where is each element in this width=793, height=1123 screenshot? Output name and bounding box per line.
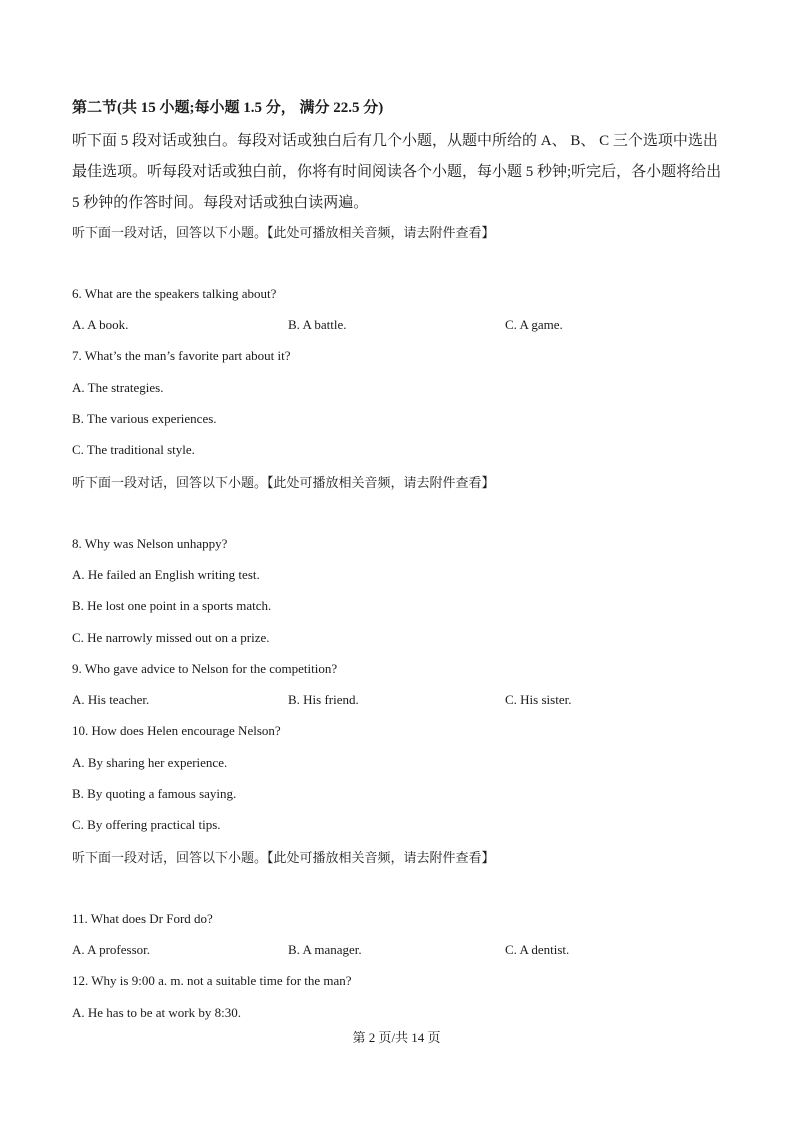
question-stem: 8. Why was Nelson unhappy? <box>72 536 228 551</box>
question-stem: 11. What does Dr Ford do? <box>72 911 213 926</box>
option-a: A. His teacher. <box>72 692 150 707</box>
option-c: C. A dentist. <box>505 942 570 957</box>
listening-instruction: 听下面一段对话，回答以下小题。【此处可播放相关音频，请去附件查看】 <box>72 475 495 490</box>
option-a: A. He has to be at work by 8:30. <box>72 1005 241 1020</box>
option-b: B. By quoting a famous saying. <box>72 786 237 801</box>
question-stem: 6. What are the speakers talking about? <box>72 286 277 301</box>
option-c: C. His sister. <box>505 692 572 707</box>
question-stem: 10. How does Helen encourage Nelson? <box>72 723 281 738</box>
listening-instruction: 听下面一段对话，回答以下小题。【此处可播放相关音频，请去附件查看】 <box>72 850 495 865</box>
option-a: A. By sharing her experience. <box>72 755 228 770</box>
question-stem: 7. What’s the man’s favorite part about it? <box>72 348 291 363</box>
listening-instruction: 听下面一段对话，回答以下小题。【此处可播放相关音频，请去附件查看】 <box>72 225 495 240</box>
section-title: 第二节(共 15 小题;每小题 1.5 分， 满分 22.5 分) <box>72 100 384 116</box>
option-b: B. His friend. <box>288 692 359 707</box>
option-b: B. The various experiences. <box>72 411 217 426</box>
option-a: A. The strategies. <box>72 380 164 395</box>
option-a: A. A professor. <box>72 942 150 957</box>
option-c: C. He narrowly missed out on a prize. <box>72 630 270 645</box>
option-b: B. He lost one point in a sports match. <box>72 598 272 613</box>
option-a: A. He failed an English writing test. <box>72 567 260 582</box>
option-b: B. A manager. <box>288 942 362 957</box>
question-stem: 9. Who gave advice to Nelson for the competition? <box>72 661 338 676</box>
option-b: B. A battle. <box>288 317 347 332</box>
question-stem: 12. Why is 9:00 a. m. not a suitable time for the man? <box>72 973 352 988</box>
option-a: A. A book. <box>72 317 129 332</box>
option-c: C. By offering practical tips. <box>72 817 221 832</box>
option-c: C. A game. <box>505 317 563 332</box>
option-c: C. The traditional style. <box>72 442 195 457</box>
page-number: 第 2 页/共 14 页 <box>352 1030 441 1045</box>
section-intro: 听下面 5 段对话或独白。每段对话或独白后有几个小题，从题中所给的 A、 B、 C 三个选项中选出最佳选项。听每段对话或独白前，你将有时间阅读各个小题，每小题 5 秒钟;听完后，各小题将给出 5 秒钟的作答时间。每段对话或独白读两遍。 <box>72 133 722 211</box>
